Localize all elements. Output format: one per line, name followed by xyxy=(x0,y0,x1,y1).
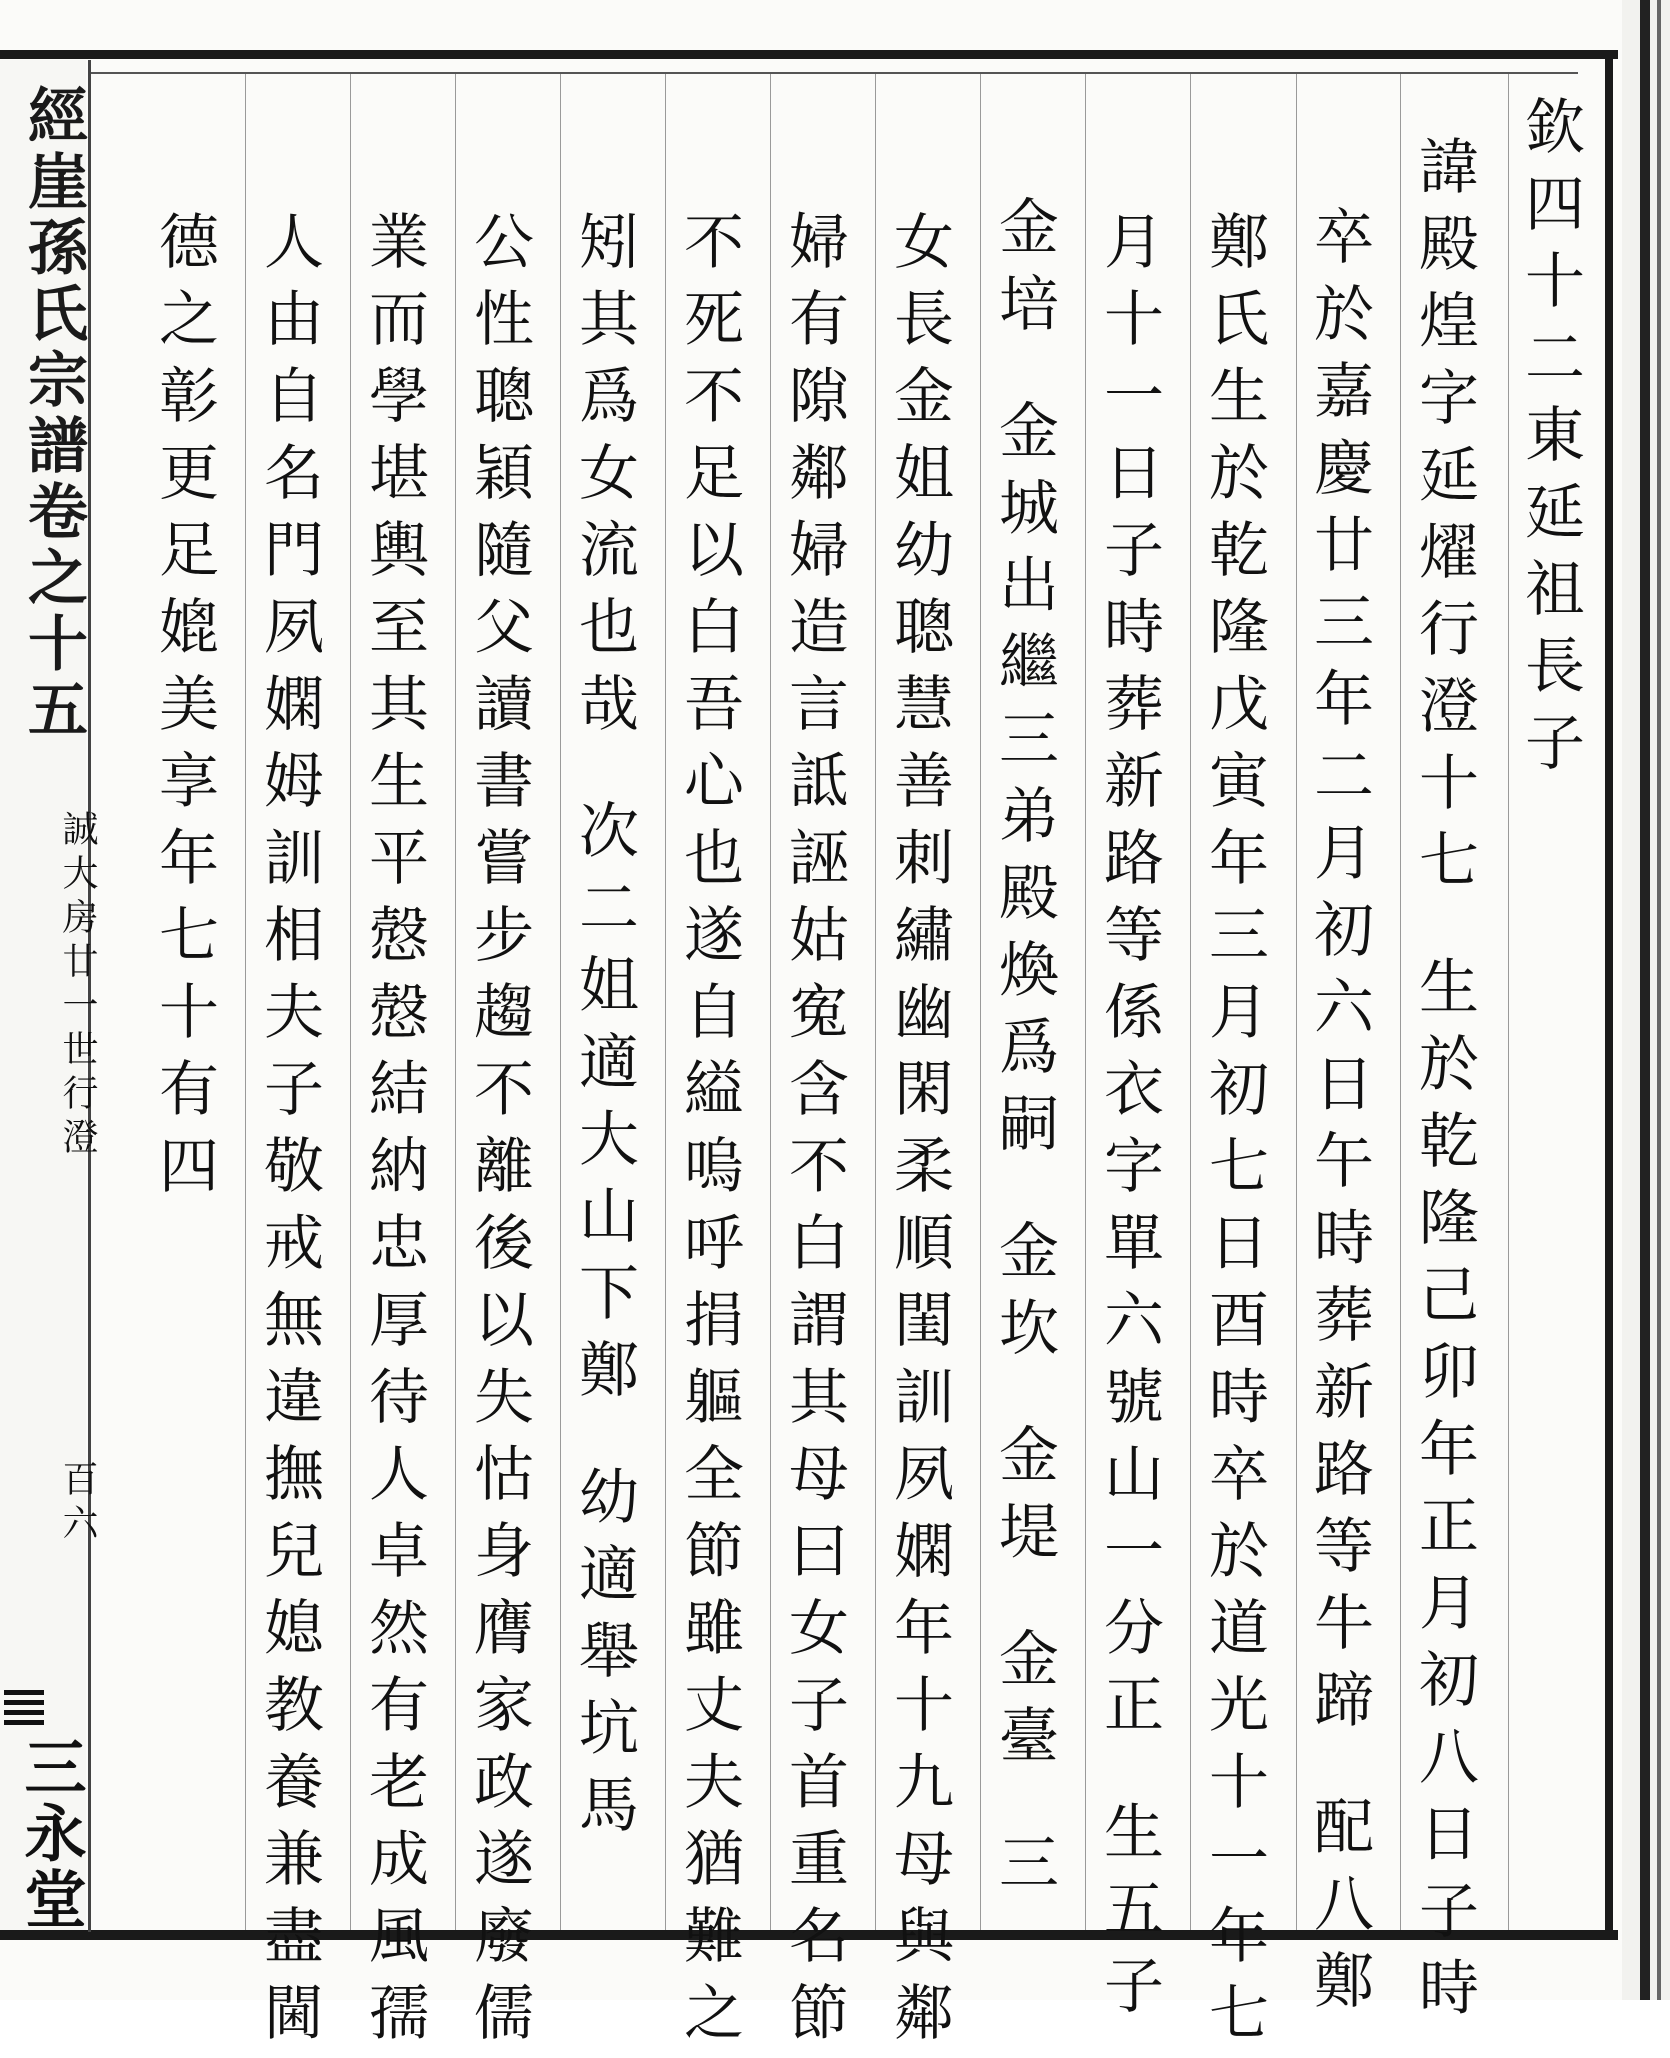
spine-title xyxy=(10,84,96,744)
column-text: 金培 xyxy=(989,195,1059,349)
column-tail: 生五子 xyxy=(1094,1800,1164,2031)
text-column-11 xyxy=(464,210,534,2058)
right-border xyxy=(1605,50,1613,1940)
column-text: 婦有隙鄰婦造言詆誣姑寃含不白謂其母曰女子首重名節 xyxy=(779,210,849,2058)
column-divider xyxy=(1296,74,1297,1930)
column-divider xyxy=(980,74,981,1930)
column-text: 德之彰更足媲美享年七十有四 xyxy=(149,210,219,1211)
spine-branch-line: 誠大房廿一世行澄 xyxy=(57,810,98,1162)
binding-edge xyxy=(1640,0,1650,2000)
text-column-5 xyxy=(1094,210,1164,2031)
column-divider xyxy=(350,74,351,1930)
spine-page-number: 百六 xyxy=(57,1460,98,1548)
column-text: 不死不足以白吾心也遂自縊嗚呼捐軀全節雖丈夫猶難之 xyxy=(674,210,744,2058)
column-divider xyxy=(1508,74,1509,1930)
column-extra: 幼適舉坑馬 xyxy=(569,1465,639,1850)
text-column-6 xyxy=(989,195,1059,1908)
column-extra: 金堤 xyxy=(989,1423,1059,1577)
column-text: 女長金姐幼聰慧善刺繡幽閑柔順閨訓夙嫻年十九母與鄰 xyxy=(884,210,954,2058)
column-extra: 金臺 xyxy=(989,1627,1059,1781)
column-text: 矧其爲女流也哉 xyxy=(569,210,639,749)
spine-title-text: 經崖孫氏宗譜 xyxy=(18,84,88,480)
column-extra: 三 xyxy=(989,1831,1059,1908)
binding-edge-inner xyxy=(1657,0,1661,2000)
column-tail: 生於乾隆己卯年正月初八日子時 xyxy=(1409,955,1479,2033)
column-divider xyxy=(665,74,666,1930)
column-text: 鄭氏生於乾隆戊寅年三月初七日酉時卒於道光十一年七 xyxy=(1199,210,1269,2058)
spine-fish-tail-mark xyxy=(4,1690,44,1726)
column-text: 欽四十二東延祖長子 xyxy=(1515,95,1585,788)
column-divider xyxy=(1085,74,1086,1930)
text-column-13 xyxy=(254,210,324,2058)
column-divider xyxy=(455,74,456,1930)
top-inner-border xyxy=(90,72,1578,74)
column-text: 公性聰穎隨父讀書嘗步趨不離後以失怙身膺家政遂廢儒 xyxy=(464,210,534,2058)
text-column-3 xyxy=(1304,205,1374,2026)
text-column-12 xyxy=(359,210,429,2058)
column-divider xyxy=(770,74,771,1930)
column-text: 殿煌字延燿行澄十七 xyxy=(1409,212,1479,905)
column-prefix: 諱 xyxy=(1409,135,1479,212)
column-tail: 金城出繼三弟殿煥爲嗣 xyxy=(989,399,1059,1169)
spine-hall-name: 三永堂 xyxy=(14,1735,87,1933)
top-border xyxy=(0,50,1618,59)
column-text: 業而學堪輿至其生平慤慤結納忠厚待人卓然有老成風孺 xyxy=(359,210,429,2058)
text-column-1 xyxy=(1515,95,1585,788)
column-divider xyxy=(1400,74,1401,1930)
text-column-9 xyxy=(674,210,744,2058)
text-column-14 xyxy=(149,210,219,1211)
text-column-8 xyxy=(779,210,849,2058)
column-divider xyxy=(245,74,246,1930)
text-column-10 xyxy=(569,210,639,1850)
text-column-4 xyxy=(1199,210,1269,2058)
spine-volume-text: 卷之十五 xyxy=(18,480,88,744)
column-text: 人由自名門夙嫻姆訓相夫子敬戒無違撫兒媳教養兼盡閫 xyxy=(254,210,324,2058)
column-divider xyxy=(875,74,876,1930)
column-divider xyxy=(1190,74,1191,1930)
column-text: 月十一日子時葬新路等係衣字單六號山一分正 xyxy=(1094,210,1164,1750)
column-extra: 金坎 xyxy=(989,1219,1059,1373)
column-divider xyxy=(560,74,561,1930)
text-column-2 xyxy=(1409,135,1479,2033)
column-tail: 次二姐適大山下鄭 xyxy=(569,799,639,1415)
column-tail: 配八鄭 xyxy=(1304,1795,1374,2026)
column-text: 卒於嘉慶廿三年二月初六日午時葬新路等牛蹄 xyxy=(1304,205,1374,1745)
text-column-7 xyxy=(884,210,954,2058)
